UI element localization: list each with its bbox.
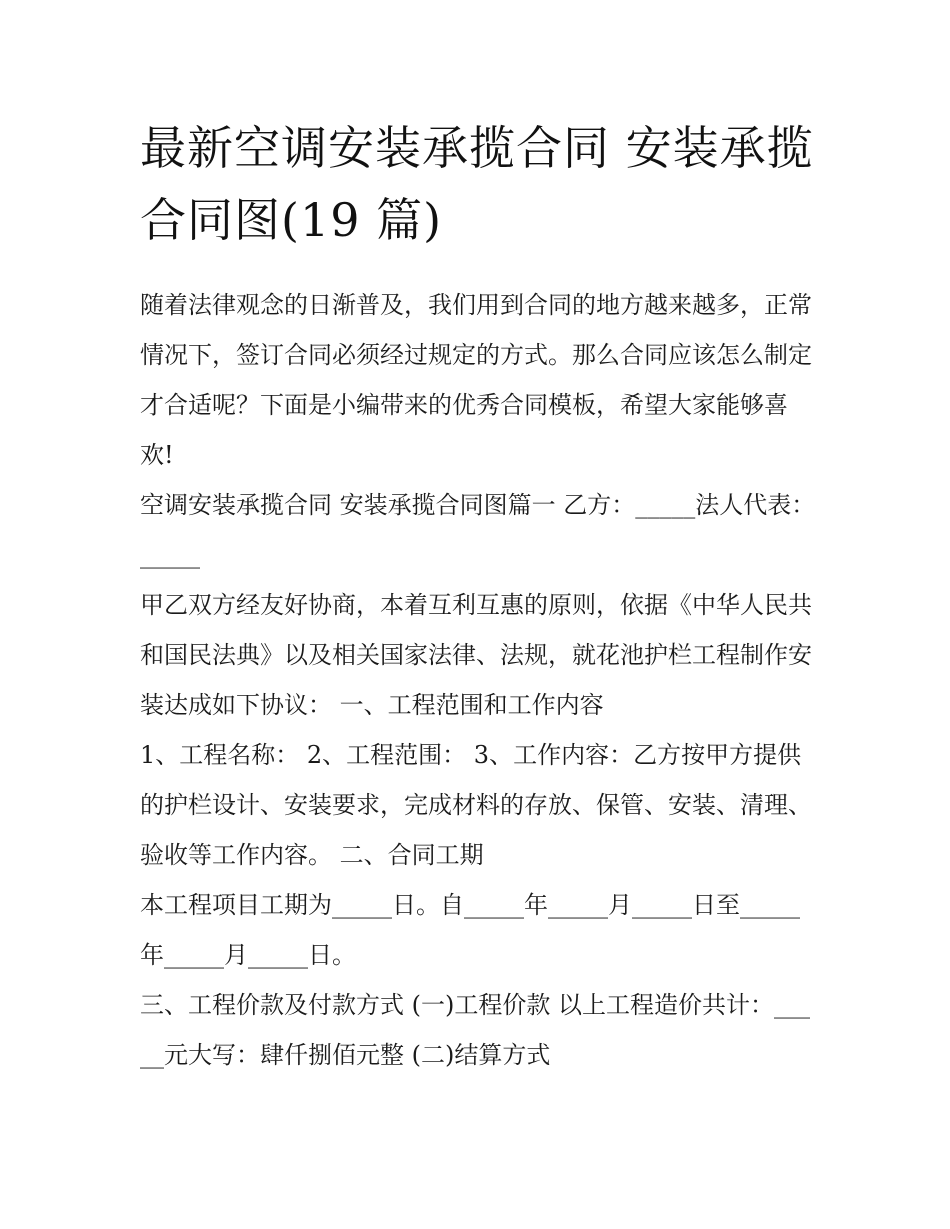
paragraph-intro: 随着法律观念的日渐普及，我们用到合同的地方越来越多，正常情况下，签订合同必须经过规定的方式。那么合同应该怎么制定才合适呢？下面是小编带来的优秀合同模板，希望大家能够喜欢! xyxy=(140,291,812,469)
paragraph-scope: 1、工程名称： 2、工程范围： 3、工作内容：乙方按甲方提供的护栏设计、安装要求，完成材料的存放、保管、安装、清理、验收等工作内容。 二、合同工期 xyxy=(140,741,812,869)
document-body xyxy=(140,280,820,1080)
document-title: 最新空调安装承揽合同 安装承揽合同图(19 篇) xyxy=(140,121,814,247)
paragraph-parties: 空调安装承揽合同 安装承揽合同图篇一 乙方：_____法人代表：_____ xyxy=(140,491,816,569)
paragraph-agreement: 甲乙双方经友好协商，本着互利互惠的原则，依据《中华人民共和国民法典》以及相关国家法律、法规，就花池护栏工程制作安装达成如下协议： 一、工程范围和工作内容 xyxy=(140,591,812,719)
document-content xyxy=(140,112,820,1080)
paragraph-price: 三、工程价款及付款方式 (一)工程价款 以上工程造价共计：_____元大写：肆仟捌佰元整 (二)结算方式 xyxy=(140,991,810,1069)
paragraph-schedule: 本工程项目工期为_____日。自_____年_____月_____日至_____年_____月_____日。 xyxy=(140,891,800,969)
